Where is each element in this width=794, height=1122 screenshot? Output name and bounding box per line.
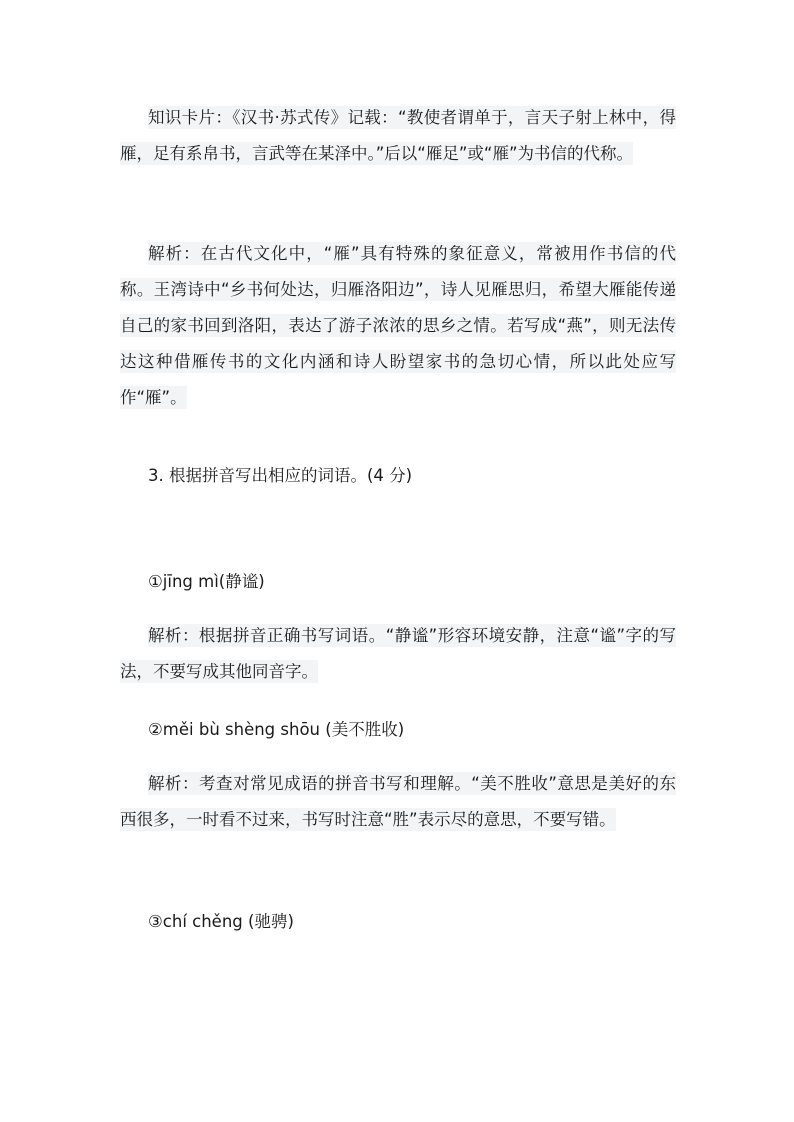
analysis-paragraph-3 <box>120 766 676 838</box>
knowledge-card-paragraph <box>120 100 676 172</box>
answer-item-3: ③chí chěng (驰骋) <box>148 912 294 931</box>
knowledge-card-text: 知识卡片：《汉书·苏式传》记载：“教使者谓单于，言天子射上林中，得雁，足有系帛书，言武等在某泽中。”后以“雁足”或“雁”为书信的代称。 <box>120 108 676 163</box>
question-3-heading: 3. 根据拼音写出相应的词语。(4 分) <box>148 466 413 485</box>
analysis-text-2: 解析：根据拼音正确书写词语。“静谧”形容环境安静，注意“谧”字的写法，不要写成其他同音字。 <box>120 626 676 681</box>
answer-item-1: ①jīng mì(静谧) <box>148 572 265 591</box>
answer-item-2: ②měi bù shèng shōu (美不胜收) <box>148 720 405 739</box>
analysis-text-3: 解析：考查对常见成语的拼音书写和理解。“美不胜收”意思是美好的东西很多，一时看不过来，书写时注意“胜”表示尽的意思，不要写错。 <box>120 774 676 829</box>
analysis-paragraph-1 <box>120 236 676 416</box>
analysis-paragraph-2 <box>120 618 676 690</box>
analysis-text-1: 解析：在古代文化中，“雁”具有特殊的象征意义，常被用作书信的代称。王湾诗中“乡书何处达，归雁洛阳边”，诗人见雁思归，希望大雁能传递自己的家书回到洛阳，表达了游子浓浓的思乡之情。若写成“燕”，则无法传达这种借雁传书的文化内涵和诗人盼望家书的急切心情，所以此处应写作“雁”。 <box>120 244 676 407</box>
